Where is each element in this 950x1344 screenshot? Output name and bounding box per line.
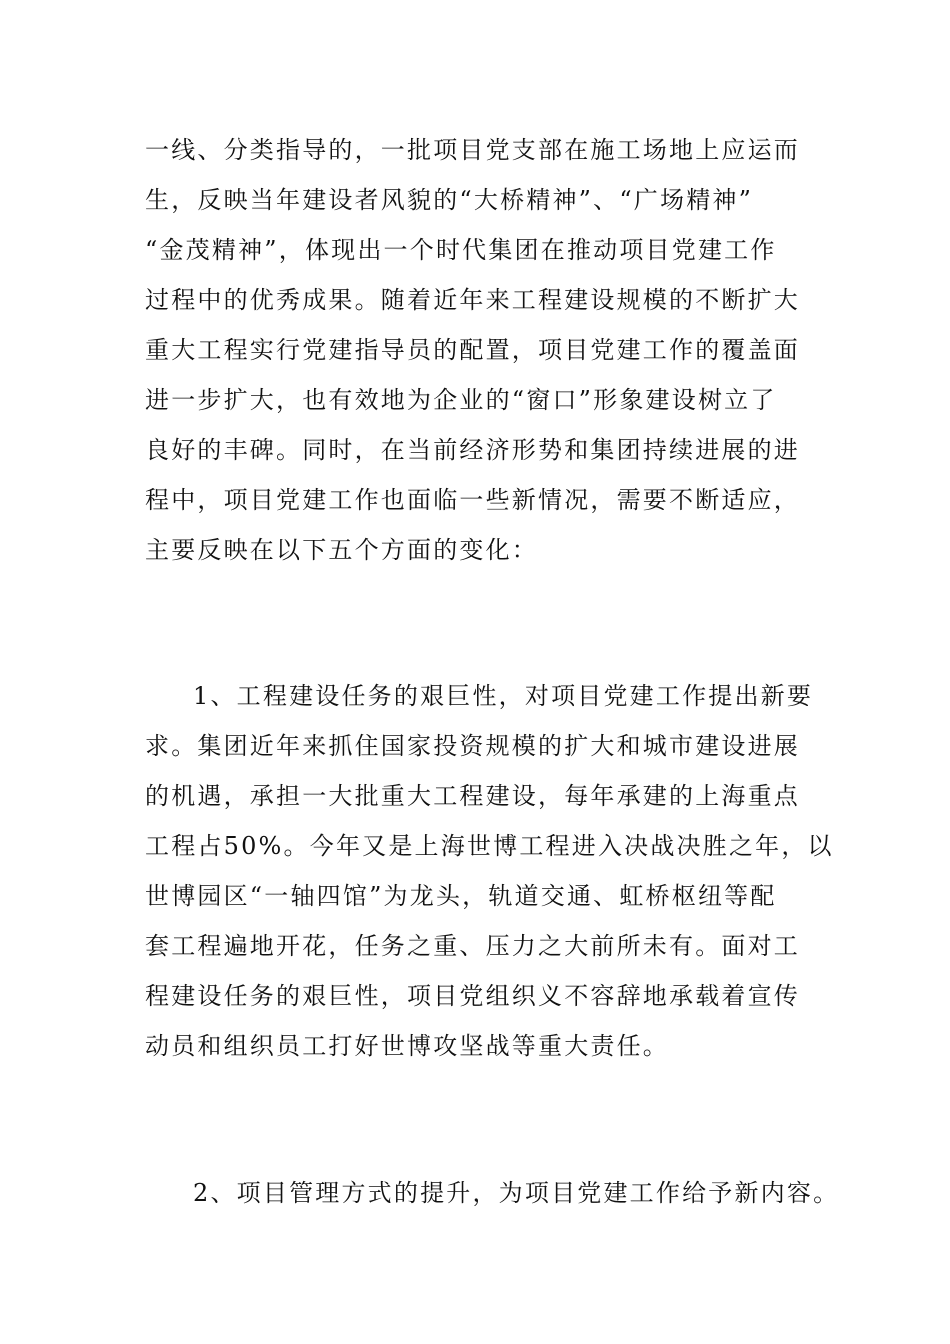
paragraph-line: 工程占50%。今年又是上海世博工程进入决战决胜之年，以 (145, 832, 834, 860)
paragraph-line: 程中，项目党建工作也面临一些新情况，需要不断适应， (145, 486, 800, 514)
paragraph-line: 套工程遍地开花，任务之重、压力之大前所未有。面对工 (145, 932, 800, 960)
paragraph-line: 一线、分类指导的，一批项目党支部在施工场地上应运而 (145, 136, 800, 164)
paragraph-line: “金茂精神”，体现出一个时代集团在推动项目党建工作 (145, 236, 777, 264)
paragraph-line: 主要反映在以下五个方面的变化： (145, 536, 538, 564)
paragraph-line: 1、工程建设任务的艰巨性，对项目党建工作提出新要 (193, 682, 814, 710)
paragraph-line: 程建设任务的艰巨性，项目党组织义不容辞地承载着宣传 (145, 982, 800, 1010)
paragraph-line: 2、项目管理方式的提升，为项目党建工作给予新内容。 (193, 1179, 840, 1207)
paragraph-line: 生，反映当年建设者风貌的“大桥精神”、“广场精神” (145, 186, 754, 214)
paragraph-line: 良好的丰碑。同时，在当前经济形势和集团持续进展的进 (145, 436, 800, 464)
paragraph-line: 动员和组织员工打好世博攻坚战等重大责任。 (145, 1032, 669, 1060)
paragraph-line: 的机遇，承担一大批重大工程建设，每年承建的上海重点 (145, 782, 800, 810)
paragraph-line: 进一步扩大，也有效地为企业的“窗口”形象建设树立了 (145, 386, 777, 414)
paragraph-line: 求。集团近年来抓住国家投资规模的扩大和城市建设进展 (145, 732, 800, 760)
paragraph-line: 世博园区“一轴四馆”为龙头，轨道交通、虹桥枢纽等配 (145, 882, 777, 910)
paragraph-line: 重大工程实行党建指导员的配置，项目党建工作的覆盖面 (145, 336, 800, 364)
paragraph-line: 过程中的优秀成果。随着近年来工程建设规模的不断扩大 (145, 286, 800, 314)
